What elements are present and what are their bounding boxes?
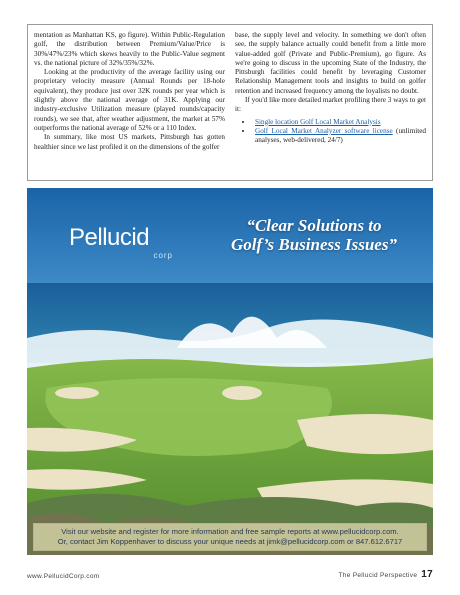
left-paragraph-3: In summary, like most US markets, Pittsburgh has gotten healthier since we last profiled it on the dimensions of the golfer <box>34 133 225 151</box>
page-number: 17 <box>421 569 433 580</box>
ad-tagline <box>209 216 419 254</box>
list-item <box>253 118 426 127</box>
link-suffix: (unlimited analyses, web-delivered, 24/7) <box>255 126 426 145</box>
pellucid-advertisement <box>27 188 433 555</box>
sand-bunker-5 <box>297 414 433 454</box>
sand-bunker-2 <box>222 386 262 400</box>
banner-line-1: Visit our website and register for more information and free sample reports at www.pellucidcorp.com. <box>61 527 399 536</box>
tagline-line-2: Golf’s Business Issues” <box>231 235 397 254</box>
left-paragraph-2: Looking at the productivity of the average facility using our proprietary velocity measure (Annual Rounds per 18-hole equivalent), they produce just over 32K rounds per year which is slightly above the national average of 31K. Applying our industry-exclusive Utilization measure (played rounds/capacity rounds), we see that, after weather adjustment, the market at 57% outperforms the national average of 52% or a 110 Index. <box>34 68 225 132</box>
logo-wordmark: Pellucid <box>69 224 150 251</box>
banner-line-2: Or, contact Jim Koppenhaver to discuss your unique needs at jimk@pellucidcorp.com or 847.612.6717 <box>57 537 403 546</box>
logo-corp-text: corp <box>153 251 173 260</box>
footer-publication <box>339 569 433 580</box>
footer-publication-title: The Pellucid Perspective <box>338 572 418 579</box>
right-paragraph-1: base, the supply level and velocity. In something we don't often see, the supply balance actually could benefit from a little more value-added golf (Private and Public-Premium), go figure. As we're going to discuss in the upcoming State of the Industry, the Pittsburgh facilities could benefit by leveraging Customer Relationship Management tools and insights to build on golfer retention and increased frequency among the loyalists no doubt. <box>235 31 426 95</box>
contact-banner <box>33 523 427 551</box>
sand-bunker-1 <box>55 387 99 399</box>
left-paragraph-1: mentation as Manhattan KS, go figure). Within Public-Regulation golf, the distribution between Premium/Value/Price is 30%/47%/23% which skews heavily to the Public-Value segment vs. the national picture of 32%/35%/32%. <box>34 31 225 67</box>
pellucid-logo <box>69 224 173 258</box>
list-item <box>253 127 426 146</box>
link-single-location-analysis[interactable]: Single location Golf Local Market Analysis <box>255 117 381 126</box>
article-left-column <box>34 31 225 180</box>
article-text-box <box>27 24 433 181</box>
footer-website: www.PellucidCorp.com <box>27 573 100 580</box>
link-analyzer-license[interactable]: Golf Local Market Analyzer software license <box>255 126 393 135</box>
product-links-list <box>235 118 426 146</box>
right-paragraph-2: If you'd like more detailed market profiling there 3 ways to get it: <box>235 96 426 114</box>
tagline-line-1: “Clear Solutions to <box>246 216 382 235</box>
article-right-column <box>235 31 426 180</box>
